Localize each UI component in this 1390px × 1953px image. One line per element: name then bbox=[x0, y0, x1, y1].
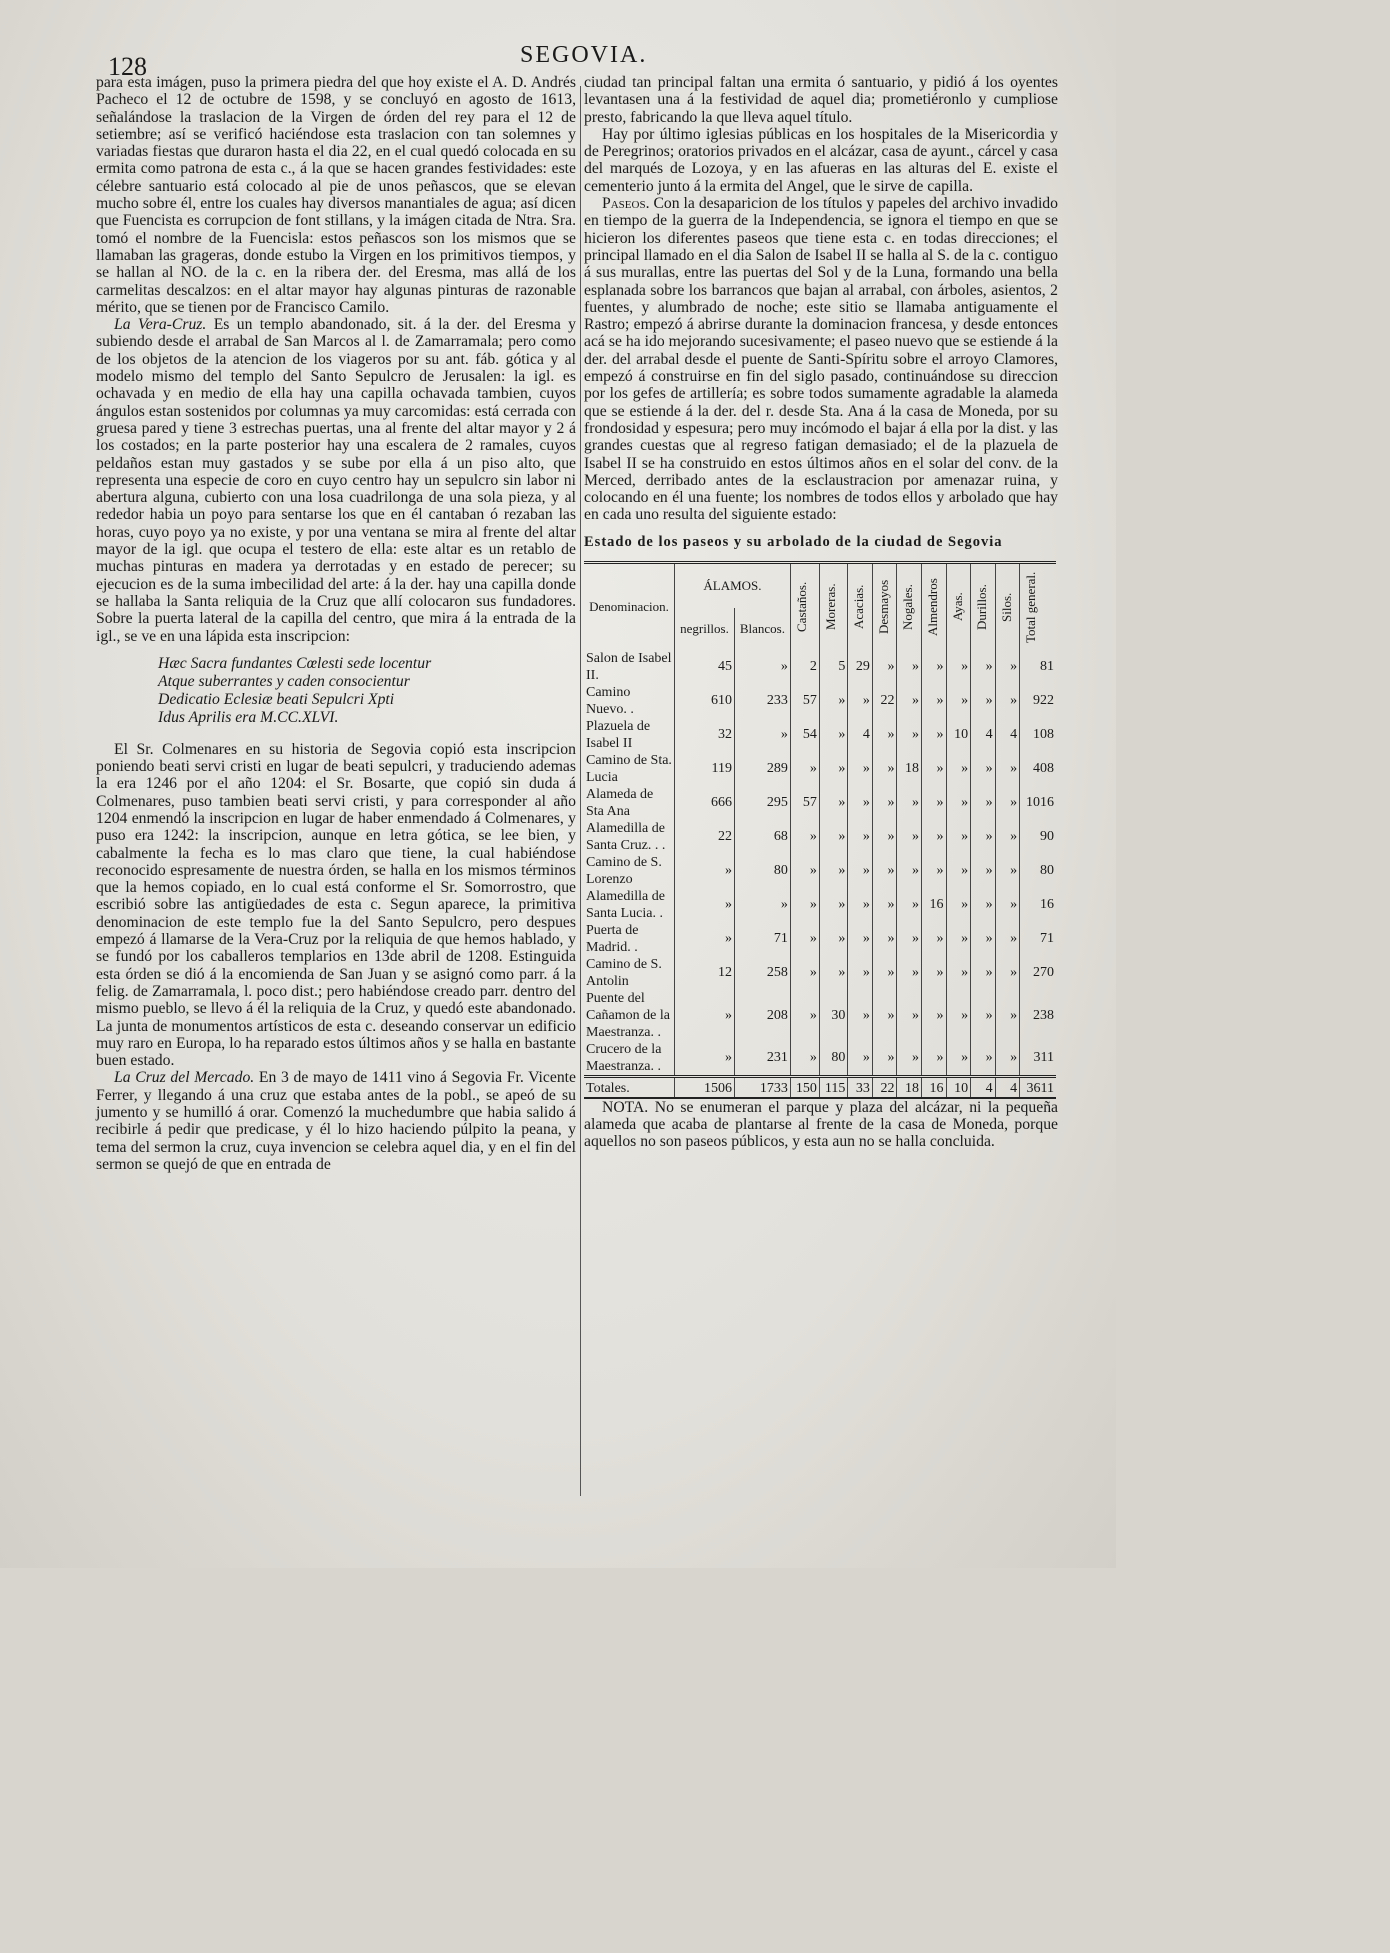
cell-value: 2 bbox=[790, 650, 819, 684]
cell-value: » bbox=[872, 888, 897, 922]
inscription bbox=[158, 655, 576, 727]
cell-value: » bbox=[675, 854, 735, 888]
cell-value: » bbox=[675, 1041, 735, 1077]
cell-value: » bbox=[790, 888, 819, 922]
table-row bbox=[584, 956, 1056, 990]
cell-value: » bbox=[946, 1041, 971, 1077]
cell-value: » bbox=[946, 854, 971, 888]
inscription-line: Dedicatio Eclesiæ beati Sepulcri Xpti bbox=[158, 690, 395, 708]
row-name: Alamedilla de Santa Cruz. . . bbox=[586, 820, 666, 853]
cell-value: » bbox=[921, 650, 946, 684]
total-value: 22 bbox=[872, 1076, 897, 1098]
cell-value: » bbox=[734, 718, 790, 752]
cell-value: » bbox=[897, 718, 922, 752]
row-name: Puente del Cañamon de la Maestranza. . bbox=[586, 990, 670, 1040]
row-name: Camino de S. Antolin bbox=[586, 956, 662, 989]
paragraph-nota bbox=[584, 1099, 1058, 1151]
vera-cruz-heading: La Vera-Cruz. bbox=[114, 316, 207, 334]
cell-value: » bbox=[995, 820, 1020, 854]
cell-value: 270 bbox=[1020, 956, 1056, 990]
table-row bbox=[584, 1041, 1056, 1077]
cell-value: » bbox=[872, 1041, 897, 1077]
header-col: Acacias. bbox=[848, 562, 873, 650]
cell-value: 16 bbox=[1020, 888, 1056, 922]
cruz-mercado-text: En 3 de mayo de 1411 vino á Segovia Fr. Vicente Ferrer, y llegando á una cruz que estaba antes de la pobl., se apeó de su jumento y se humilló á orar. Comenzó la muchedumbre que habia salido á recibirle á pedir que predicase, y él lo hizo haciendo púlpito la peana, y tema del sermon la cruz, cuya invencion se celebra aquel dia, y en el fin del sermon se quejó de que en entrada de bbox=[96, 1069, 576, 1173]
cell-value: 289 bbox=[734, 752, 790, 786]
cell-value: 80 bbox=[734, 854, 790, 888]
cell-value: » bbox=[995, 650, 1020, 684]
cell-value: 231 bbox=[734, 1041, 790, 1077]
paragraph-cruz-mercado bbox=[96, 1069, 576, 1173]
total-value: 33 bbox=[848, 1076, 873, 1098]
cell-value: » bbox=[819, 752, 847, 786]
total-value: 4 bbox=[971, 1076, 996, 1098]
cell-value: 258 bbox=[734, 956, 790, 990]
cell-value: » bbox=[971, 786, 996, 820]
cell-value: » bbox=[848, 990, 873, 1041]
cell-value: » bbox=[872, 990, 897, 1041]
cell-value: 4 bbox=[848, 718, 873, 752]
cell-value: » bbox=[921, 752, 946, 786]
cell-value: » bbox=[971, 1041, 996, 1077]
total-value: 10 bbox=[946, 1076, 971, 1098]
cell-value: » bbox=[971, 922, 996, 956]
cell-value: » bbox=[734, 650, 790, 684]
cell-value: » bbox=[819, 820, 847, 854]
cell-value: 16 bbox=[921, 888, 946, 922]
cell-value: » bbox=[995, 854, 1020, 888]
cell-value: » bbox=[848, 752, 873, 786]
cell-value: » bbox=[971, 956, 996, 990]
table-row bbox=[584, 854, 1056, 888]
header-col: Almendros bbox=[921, 562, 946, 650]
inscription-line: Atque suberrantes y caden consocientur bbox=[158, 672, 410, 690]
row-name: Alameda de Sta Ana bbox=[586, 786, 654, 819]
cell-value: » bbox=[819, 854, 847, 888]
cell-value: 57 bbox=[790, 786, 819, 820]
cell-value: 10 bbox=[946, 718, 971, 752]
cell-value: 295 bbox=[734, 786, 790, 820]
cell-value: » bbox=[921, 684, 946, 718]
total-value: 3611 bbox=[1020, 1076, 1056, 1098]
paragraph-colmenares: El Sr. Colmenares en su historia de Segovia copió esta inscripcion poniendo beati servi cristi en lugar de beati sepulcri, y traduciendo ademas la era 1246 por el año 1204: el Sr. Bosarte, que copió sin duda á Colmenares, puso tambien beati servi cristi, y para corresponder al año 1204 enmendó la inscripcion en lugar de haber enmendado á Colmenares, y puso era 1242: la inscripcion, aunque en letra gótica, se lee bien, y cabalmente la fecha es lo mas claro que tiene, la cual habiéndose reconocido espresamente de nuestra órden, se halla en los mismos términos que la hemos copiado, en lo cual está conforme el Sr. Somorrostro, que escribió sobre las antigüedades de esta c. Segun aparece, la primitiva denominacion de este templo fue la del Santo Sepulcro, pero despues empezó á llamarse de la Vera-Cruz por la reliquia de que hemos hablado, y se fundó por los caballeros templarios en 13de abril de 1208. Estinguida esta órden se dió á la encomienda de San Juan y se asignó como parr. á la felig. de Zamarramala, l. poco dist.; pero habiéndose creado parr. dentro del mismo pueblo, se llevo á él la reliquia de la Cruz, y quedó este abandonado. La junta de monumentos artísticos de esta c. deseando conservar un edificio muy raro en Europa, lo ha reparado estos últimos años y se halla en bastante buen estado. bbox=[96, 740, 576, 1070]
page-number: 128 bbox=[108, 52, 147, 81]
total-value: 1733 bbox=[734, 1076, 790, 1098]
table-row bbox=[584, 922, 1056, 956]
cell-value: » bbox=[946, 684, 971, 718]
row-name: Camino de Sta. Lucia bbox=[586, 752, 672, 785]
cell-value: » bbox=[848, 1041, 873, 1077]
cell-value: 54 bbox=[790, 718, 819, 752]
total-value: 150 bbox=[790, 1076, 819, 1098]
header-alamos: ÁLAMOS. bbox=[675, 562, 791, 608]
cell-value: » bbox=[946, 888, 971, 922]
cell-value: » bbox=[848, 786, 873, 820]
cell-value: » bbox=[995, 684, 1020, 718]
cell-value: » bbox=[897, 820, 922, 854]
cell-value: » bbox=[921, 718, 946, 752]
cell-value: 4 bbox=[971, 718, 996, 752]
cell-value: 29 bbox=[848, 650, 873, 684]
page-title: SEGOVIA. bbox=[520, 42, 648, 68]
cell-value: » bbox=[995, 752, 1020, 786]
cell-value: » bbox=[921, 990, 946, 1041]
cell-value: » bbox=[946, 786, 971, 820]
cell-value: » bbox=[897, 888, 922, 922]
cell-value: » bbox=[872, 820, 897, 854]
cell-value: 45 bbox=[675, 650, 735, 684]
cell-value: » bbox=[921, 820, 946, 854]
cell-value: » bbox=[897, 650, 922, 684]
cell-value: 71 bbox=[734, 922, 790, 956]
cell-value: 30 bbox=[819, 990, 847, 1041]
cell-value: » bbox=[946, 922, 971, 956]
cell-value: » bbox=[921, 922, 946, 956]
cell-value: 119 bbox=[675, 752, 735, 786]
cell-value: » bbox=[971, 684, 996, 718]
cell-value: » bbox=[848, 854, 873, 888]
paragraph-fuencisla: para esta imágen, puso la primera piedra del que hoy existe el A. D. Andrés Pacheco el 12 de octubre de 1598, y se concluyó en agosto de 1613, señalándose la traslacion de la Virgen de órden del rey para el 12 de setiembre; así se verificó haciéndose esta traslacion con tan solemnes y variadas fiestas que duraron hasta el dia 22, en el cual quedó colocada en su ermita como patrona de esta c., á la que se hacen grandes festividades: este célebre santuario está colocado al pie de unos peñascos, que se elevan mucho sobre él, entre los cuales hay diversos manantiales de agua; así dicen que Fuencista es corrupcion de font stillans, y la imágen citada de Ntra. Sra. tomó el nombre de la Fuencisla: estos peñascos son los mismos que se llamaban las grageras, donde estubo la Virgen en los primitivos tiempos, y se hallan al NO. de la c. en la ribera der. del Eresma, mas allá de los carmelitas descalzos: en el altar mayor hay algunas pinturas de razonable mérito, que se tienen por de Francisco Camilo. bbox=[96, 74, 576, 316]
right-column bbox=[584, 74, 1058, 1151]
paseos-text: Con la desaparicion de los títulos y papeles del archivo invadido en tiempo de la guerra de la Independencia, se ignora el tiempo en que se hicieron los diferentes paseos que tiene esta c. en todas direcciones; el principal llamado en el dia Salon de Isabel II se halla al S. de la c. contiguo á sus murallas, entre las puertas del Sol y de la Luna, formando una bella esplanada sobre los barrancos que bajan al arrabal, con árboles, asientos, 2 fuentes, y alumbrado de noche; este sitio se llamaba antiguamente el Rastro; empezó á abrirse durante la dominacion francesa, y desde entonces acá se ha ido mejorando sucesivamente; el paseo nuevo que se estiende á la der. del arrabal desde el puente de Santi-Spíritu sobre el arroyo Clamores, empezó á construirse en fin del siglo pasado, continuándose su direccion por los gefes de artillería; es sobre todos sumamente agradable la alameda que se estiende á la der. del r. desde Sta. Ana á la casa de Moneda, por su frondosidad y espesura; pero muy incómodo el bajar á ella por la dist. y las grandes cuestas que al regreso fatigan demasiado; el de la plazuela de Isabel II se ha construido en estos últimos años en el solar del conv. de la Merced, derribado antes de la esclaustracion por amenazar ruina, y colocando en él una fuente; los nombres de todos ellos y arbolado que hay en cada uno resulta del siguiente estado: bbox=[584, 195, 1058, 524]
header-col: Nogales. bbox=[897, 562, 922, 650]
cell-value: 238 bbox=[1020, 990, 1056, 1041]
nota-heading: NOTA. bbox=[602, 1098, 649, 1116]
cell-value: » bbox=[848, 888, 873, 922]
cell-value: » bbox=[872, 718, 897, 752]
cell-value: » bbox=[790, 1041, 819, 1077]
cell-value: 90 bbox=[1020, 820, 1056, 854]
cell-value: » bbox=[872, 786, 897, 820]
cell-value: » bbox=[848, 922, 873, 956]
cell-value: 108 bbox=[1020, 718, 1056, 752]
cruz-mercado-heading: La Cruz del Mercado. bbox=[114, 1069, 255, 1087]
row-name: Alamedilla de Santa Lucia. . bbox=[586, 888, 665, 921]
paragraph-paseos bbox=[584, 195, 1058, 524]
inscription-line: Hæc Sacra fundantes Cœlesti sede locentur bbox=[158, 654, 432, 672]
cell-value: » bbox=[921, 1041, 946, 1077]
nota-text: No se enumeran el parque y plaza del alcázar, ni la pequeña alameda que acaba de plantarse al frente de la casa de Moneda, porque aquellos no son paseos públicos, y esta aun no se halla concluida. bbox=[584, 1098, 1058, 1151]
table-row bbox=[584, 752, 1056, 786]
total-value: 18 bbox=[897, 1076, 922, 1098]
cell-value: » bbox=[819, 684, 847, 718]
cell-value: » bbox=[897, 990, 922, 1041]
cell-value: » bbox=[995, 922, 1020, 956]
cell-value: » bbox=[971, 888, 996, 922]
cell-value: » bbox=[971, 820, 996, 854]
cell-value: » bbox=[675, 888, 735, 922]
cell-value: 311 bbox=[1020, 1041, 1056, 1077]
cell-value: » bbox=[921, 854, 946, 888]
cell-value: » bbox=[995, 990, 1020, 1041]
cell-value: » bbox=[946, 990, 971, 1041]
cell-value: » bbox=[819, 786, 847, 820]
header-col: Castaños. bbox=[790, 562, 819, 650]
cell-value: 5 bbox=[819, 650, 847, 684]
cell-value: » bbox=[675, 990, 735, 1041]
cell-value: » bbox=[790, 956, 819, 990]
cell-value: 18 bbox=[897, 752, 922, 786]
cell-value: » bbox=[946, 956, 971, 990]
total-value: 4 bbox=[995, 1076, 1020, 1098]
cell-value: » bbox=[872, 956, 897, 990]
cell-value: 408 bbox=[1020, 752, 1056, 786]
left-column bbox=[96, 74, 576, 1173]
cell-value: » bbox=[734, 888, 790, 922]
cell-value: 22 bbox=[675, 820, 735, 854]
row-name: Crucero de la Maestranza. . bbox=[586, 1041, 662, 1074]
total-value: 115 bbox=[819, 1076, 847, 1098]
row-name: Plazuela de Isabel II bbox=[586, 718, 651, 751]
header-col: Silos. bbox=[995, 562, 1020, 650]
paseos-table bbox=[584, 561, 1056, 1099]
inscription-line: Idus Aprilis era M.CC.XLVI. bbox=[158, 708, 339, 726]
cell-value: 68 bbox=[734, 820, 790, 854]
cell-value: » bbox=[790, 854, 819, 888]
cell-value: » bbox=[971, 854, 996, 888]
cell-value: » bbox=[819, 922, 847, 956]
cell-value: 4 bbox=[995, 718, 1020, 752]
column-divider bbox=[580, 86, 581, 1496]
row-name: Camino Nuevo. . bbox=[586, 684, 634, 717]
paseos-heading: Paseos. bbox=[602, 195, 650, 213]
cell-value: 208 bbox=[734, 990, 790, 1041]
cell-value: » bbox=[921, 956, 946, 990]
row-name: Camino de S. Lorenzo bbox=[586, 854, 662, 887]
cell-value: » bbox=[819, 956, 847, 990]
cell-value: » bbox=[872, 854, 897, 888]
cell-value: » bbox=[790, 820, 819, 854]
vera-cruz-text: Es un templo abandonado, sit. á la der. del Eresma y subiendo desde el arrabal de San Marcos al l. de Zamarramala; pero como de los objetos de la atencion de los viageros por su ant. fáb. gótica y al modelo mismo del templo del Santo Sepulcro de Jerusalen: la igl. es ochavada y en medio de ella hay una capilla ochavada tambien, cuyos ángulos estan sostenidos por columnas ya muy carcomidas: está cerrada con gruesa pared y tiene 3 estrechas puertas, una al frente del altar mayor y 2 á los costados; en la parte posterior hay una escalera de 2 ramales, cuyos peldaños estan muy gastados y se sube por ella á un piso alto, que representa una especie de coro en cuyo centro hay un sepulcro sin labor ni abertura alguna, cubierto con una losa cuadrilonga de una sola pieza, y al rededor habia un poyo para sentarse los que en él cantaban ó rezaban las horas, cuyo poyo ya no existe, y por una ventana se mira al frente del altar mayor de la igl. que ocupa el testero de ella: este altar es un retablo de muchas pinturas en madera ya derrotadas y en estado de perecer; su ejecucion es de la suma imbecilidad del arte: á la der. hay una capilla donde se hallaba la Santa reliquia de la Cruz que allí colocaron sus fundadores. Sobre la puerta lateral de la capilla del centro, que mira á la entrada de la igl., se ve en una lápida esta inscripcion: bbox=[96, 316, 576, 645]
cell-value: 71 bbox=[1020, 922, 1056, 956]
header-col: Desmayos bbox=[872, 562, 897, 650]
header-denominacion: Denominacion. bbox=[584, 562, 675, 650]
cell-value: 233 bbox=[734, 684, 790, 718]
total-value: 1506 bbox=[675, 1076, 735, 1098]
cell-value: » bbox=[897, 922, 922, 956]
cell-value: » bbox=[971, 752, 996, 786]
cell-value: » bbox=[995, 956, 1020, 990]
cell-value: » bbox=[897, 1041, 922, 1077]
header-total: Total general. bbox=[1020, 562, 1056, 650]
cell-value: » bbox=[995, 786, 1020, 820]
cell-value: 57 bbox=[790, 684, 819, 718]
cell-value: » bbox=[872, 752, 897, 786]
paragraph-ermita: ciudad tan principal faltan una ermita ó santuario, y pidió á los oyentes levantasen una á la festividad de aquel dia; prometiéronlo y cumpliose presto, fabricando la que lleva aquel título. bbox=[584, 74, 1058, 126]
cell-value: » bbox=[995, 888, 1020, 922]
cell-value: » bbox=[946, 820, 971, 854]
cell-value: » bbox=[790, 990, 819, 1041]
cell-value: 80 bbox=[1020, 854, 1056, 888]
cell-value: » bbox=[848, 684, 873, 718]
cell-value: » bbox=[946, 650, 971, 684]
paragraph-iglesias: Hay por último iglesias públicas en los hospitales de la Misericordia y de Peregrinos; oratorios privados en el alcázar, casa de ayunt., cárcel y casa del marqués de Lozoya, y en las afueras en las alturas del E. existe el cementerio junto á la ermita del Angel, que le sirve de capilla. bbox=[584, 125, 1058, 195]
cell-value: 81 bbox=[1020, 650, 1056, 684]
total-value: 16 bbox=[921, 1076, 946, 1098]
cell-value: » bbox=[897, 956, 922, 990]
header-negrillos: negrillos. bbox=[675, 608, 735, 650]
paragraph-vera-cruz bbox=[96, 316, 576, 645]
cell-value: » bbox=[971, 990, 996, 1041]
cell-value: 80 bbox=[819, 1041, 847, 1077]
cell-value: 12 bbox=[675, 956, 735, 990]
row-name: Puerta de Madrid. . bbox=[586, 922, 639, 955]
table-row bbox=[584, 718, 1056, 752]
cell-value: 1016 bbox=[1020, 786, 1056, 820]
cell-value: » bbox=[946, 752, 971, 786]
cell-value: » bbox=[897, 684, 922, 718]
cell-value: » bbox=[995, 1041, 1020, 1077]
cell-value: » bbox=[848, 820, 873, 854]
cell-value: 32 bbox=[675, 718, 735, 752]
table-row bbox=[584, 650, 1056, 684]
table-row bbox=[584, 820, 1056, 854]
header-col: Durillos. bbox=[971, 562, 996, 650]
cell-value: » bbox=[848, 956, 873, 990]
cell-value: 666 bbox=[675, 786, 735, 820]
table-title: Estado de los paseos y su arbolado de la ciudad de Segovia bbox=[584, 533, 1003, 550]
header-col: Ayas. bbox=[946, 562, 971, 650]
table-row bbox=[584, 990, 1056, 1041]
cell-value: » bbox=[790, 752, 819, 786]
row-name: Salon de Isabel II. bbox=[586, 650, 672, 683]
cell-value: » bbox=[872, 922, 897, 956]
table-row bbox=[584, 888, 1056, 922]
table-row bbox=[584, 684, 1056, 718]
cell-value: » bbox=[897, 854, 922, 888]
cell-value: 610 bbox=[675, 684, 735, 718]
header-blancos: Blancos. bbox=[734, 608, 790, 650]
cell-value: » bbox=[790, 922, 819, 956]
totals-row bbox=[584, 1076, 1056, 1098]
cell-value: » bbox=[872, 650, 897, 684]
cell-value: » bbox=[921, 786, 946, 820]
cell-value: » bbox=[971, 650, 996, 684]
cell-value: » bbox=[819, 888, 847, 922]
cell-value: 922 bbox=[1020, 684, 1056, 718]
cell-value: » bbox=[675, 922, 735, 956]
cell-value: » bbox=[819, 718, 847, 752]
header-col: Moreras. bbox=[819, 562, 847, 650]
cell-value: » bbox=[897, 786, 922, 820]
totals-label: Totales. bbox=[584, 1076, 675, 1098]
table-row bbox=[584, 786, 1056, 820]
cell-value: 22 bbox=[872, 684, 897, 718]
